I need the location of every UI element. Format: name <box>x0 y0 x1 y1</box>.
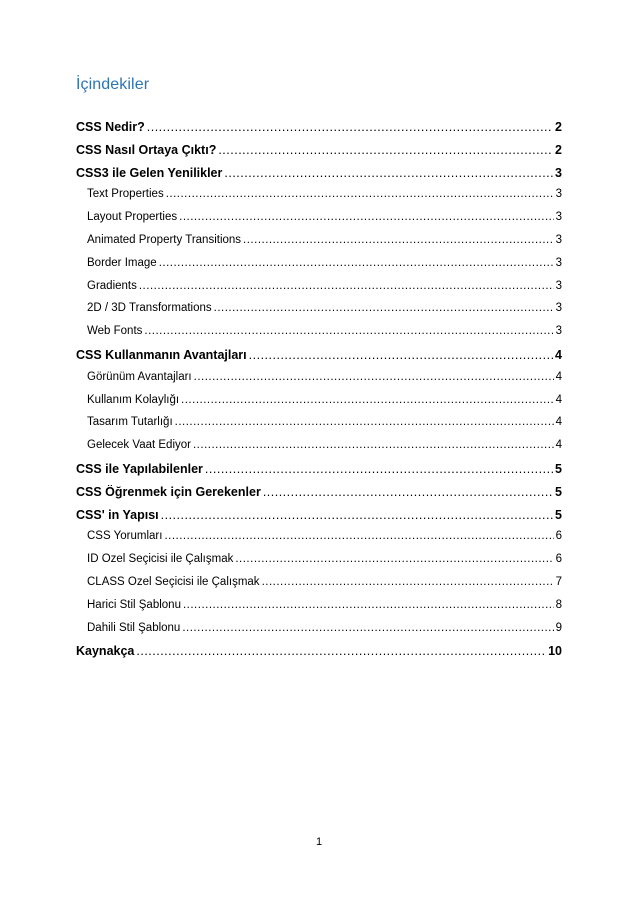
toc-dot-leader <box>166 188 554 200</box>
toc-entry-page: 6 <box>555 530 562 543</box>
toc-entry-title: Dahili Stil Şablonu <box>87 621 181 634</box>
toc-entry-title: Border Image <box>87 256 157 269</box>
toc-dot-leader <box>183 599 554 611</box>
toc-dot-leader <box>218 143 553 157</box>
toc-entry[interactable] <box>76 576 562 599</box>
toc-entry-title: Kullanım Kolaylığı <box>87 393 180 406</box>
toc-entry[interactable] <box>76 234 562 257</box>
toc-entry-title: CSS Nasıl Ortaya Çıktı? <box>76 142 217 157</box>
toc-entry[interactable] <box>76 120 562 143</box>
toc-dot-leader <box>193 439 554 451</box>
toc-entry[interactable] <box>76 257 562 280</box>
toc-entry-title: CSS Kullanmanın Avantajları <box>76 347 247 362</box>
toc-dot-leader <box>175 416 554 428</box>
toc-dot-leader <box>214 302 554 314</box>
toc-entry-title: Text Properties <box>87 188 164 201</box>
toc-entry-title: CLASS Özel Seçicisi ile Çalışmak <box>87 575 260 588</box>
toc-entry-title: CSS' in Yapısı <box>76 507 159 522</box>
toc-dot-leader <box>182 622 553 634</box>
toc-entry-page: 5 <box>555 461 562 476</box>
toc-entry[interactable] <box>76 166 562 189</box>
toc-entry-title: ID Özel Seçicisi ile Çalışmak <box>87 553 234 566</box>
toc-dot-leader <box>262 576 554 588</box>
toc-entry-page: 4 <box>555 393 562 406</box>
toc-entry[interactable] <box>76 599 562 622</box>
toc-dot-leader <box>205 462 553 476</box>
toc-entry[interactable] <box>76 530 562 553</box>
toc-entry-page: 5 <box>555 507 562 522</box>
toc-entry[interactable] <box>76 371 562 394</box>
toc-title: İçindekiler <box>76 76 150 93</box>
toc-entry[interactable] <box>76 302 562 325</box>
toc-entry-title: CSS3 ile Gelen Yenilikler <box>76 165 223 180</box>
toc-entry-page: 2 <box>555 142 562 157</box>
toc-entry-page: 3 <box>555 302 562 315</box>
toc-entry-page: 8 <box>555 598 562 611</box>
toc-entry[interactable] <box>76 462 562 485</box>
toc-entry-page: 7 <box>555 575 562 588</box>
toc-entry[interactable] <box>76 325 562 348</box>
toc-entry[interactable] <box>76 348 562 371</box>
toc-entry-title: Layout Properties <box>87 211 178 224</box>
toc-dot-leader <box>147 120 553 134</box>
toc-dot-leader <box>181 394 554 406</box>
toc-dot-leader <box>164 530 553 542</box>
toc-entry-page: 3 <box>555 165 562 180</box>
toc-entry[interactable] <box>76 622 562 645</box>
toc-entry[interactable] <box>76 211 562 234</box>
toc-entry-title: Görünüm Avantajları <box>87 370 192 383</box>
toc-entry-page: 4 <box>555 347 562 362</box>
toc-entry-page: 3 <box>555 325 562 338</box>
toc-entry[interactable] <box>76 553 562 576</box>
toc-entry-title: Web Fonts <box>87 325 143 338</box>
toc-entry-title: Gradients <box>87 279 137 292</box>
toc-entry-page: 3 <box>555 233 562 246</box>
toc-entry[interactable] <box>76 143 562 166</box>
page-number: 1 <box>315 836 323 848</box>
toc-entry-title: Gelecek Vaat Ediyor <box>87 439 191 452</box>
toc-dot-leader <box>161 508 553 522</box>
toc-entry-title: CSS ile Yapılabilenler <box>76 461 203 476</box>
toc-dot-leader <box>144 325 553 337</box>
toc-list <box>76 120 562 667</box>
toc-entry-title: CSS Öğrenmek için Gerekenler <box>76 484 261 499</box>
toc-entry[interactable] <box>76 394 562 417</box>
toc-entry-page: 4 <box>555 370 562 383</box>
toc-entry-page: 4 <box>555 416 562 429</box>
toc-dot-leader <box>139 280 554 292</box>
toc-entry-title: 2D / 3D Transformations <box>87 302 212 315</box>
toc-dot-leader <box>179 211 553 223</box>
toc-entry-title: Tasarım Tutarlığı <box>87 416 173 429</box>
toc-entry-page: 3 <box>555 211 562 224</box>
toc-entry-title: Harici Stil Şablonu <box>87 598 181 611</box>
toc-entry-page: 2 <box>555 120 562 134</box>
toc-entry-page: 6 <box>555 553 562 566</box>
toc-entry-page: 5 <box>555 484 562 499</box>
toc-entry-page: 10 <box>548 644 562 659</box>
toc-entry-title: Animated Property Transitions <box>87 233 242 246</box>
toc-entry[interactable] <box>76 416 562 439</box>
toc-entry[interactable] <box>76 280 562 303</box>
toc-entry[interactable] <box>76 508 562 531</box>
toc-entry[interactable] <box>76 644 562 667</box>
toc-dot-leader <box>263 485 553 499</box>
toc-dot-leader <box>194 371 554 383</box>
toc-entry-page: 3 <box>555 279 562 292</box>
toc-dot-leader <box>235 553 553 565</box>
toc-entry-title: CSS Yorumları <box>87 530 163 543</box>
toc-entry-page: 4 <box>555 439 562 452</box>
toc-dot-leader <box>136 644 546 658</box>
toc-entry[interactable] <box>76 188 562 211</box>
toc-dot-leader <box>224 166 553 180</box>
toc-entry-title: Kaynakça <box>76 644 135 659</box>
toc-entry[interactable] <box>76 485 562 508</box>
toc-dot-leader <box>249 348 553 362</box>
toc-dot-leader <box>243 234 554 246</box>
toc-entry-title: CSS Nedir? <box>76 120 145 134</box>
toc-entry-page: 3 <box>555 256 562 269</box>
toc-entry-page: 9 <box>555 621 562 634</box>
toc-dot-leader <box>159 257 554 269</box>
toc-entry[interactable] <box>76 439 562 462</box>
toc-entry-page: 3 <box>555 188 562 201</box>
